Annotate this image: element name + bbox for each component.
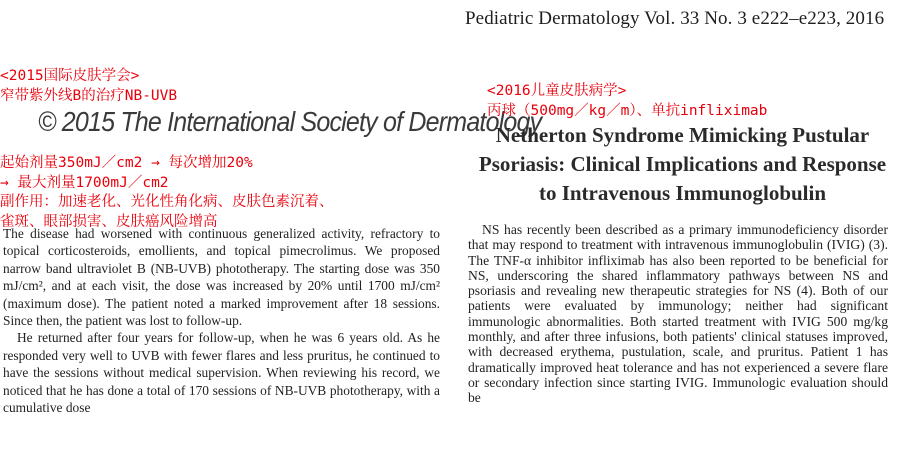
journal-header: Pediatric Dermatology Vol. 33 No. 3 e222–e223, 2016 bbox=[465, 8, 885, 29]
annotation-dose-line-2: → 最大剂量1700mJ／cm2 bbox=[0, 174, 169, 191]
annotation-left-treatment: 窄带紫外线B的治疗NB-UVB bbox=[0, 87, 178, 104]
annotation-right-header bbox=[487, 82, 767, 121]
annotation-left-source: <2015国际皮肤学会> bbox=[0, 68, 140, 84]
annotation-left-header bbox=[0, 67, 177, 106]
annotation-right-treatment: 丙球（500mg／kg／m）、单抗infliximab bbox=[487, 102, 768, 119]
left-body-text bbox=[3, 225, 440, 416]
annotation-dose-block bbox=[0, 154, 334, 232]
right-body-text bbox=[468, 222, 888, 406]
right-paragraph: NS has recently been described as a primary immunodeficiency disorder that may respond to treatment with intravenous immunoglobulin (IVIG) (3). The TNF-α inhibitor infliximab has also been reported to be beneficial for NS, underscoring the shared inflammatory pathways between NS and psoriasis and revealing new therapeutic strategies for NS (4). Both of our patients were evaluated by immunology; neither had significant immunologic abnormalities. Both started treatment with IVIG 500 mg/kg monthly, and after three infusions, both patients' clinical statuses improved, with decreased erythema, pustulation, scale, and pruritus. Patient 1 has dramatically improved heat tolerance and has not experienced a severe flare or secondary infection since starting IVIG. Immunologic evaluation should be bbox=[468, 222, 888, 406]
left-paragraph-2: He returned after four years for follow-up, when he was 6 years old. As he responded very well to UVB with fewer flares and less pruritus, he continued to have the sessions without medical supervision. When reviewing his record, we noticed that he has done a total of 170 sessions of NB-UVB phototherapy, with a cumulative dose bbox=[3, 330, 440, 416]
annotation-dose-line-1: 起始剂量350mJ／cm2 → 每次增加20% bbox=[0, 155, 253, 171]
left-paragraph-1: The disease had worsened with continuous generalized activity, refractory to topical corticosteroids, emollients, and topical pimecrolimus. We proposed narrow band ultraviolet B (NB-UVB) phototherapy. The starting dose was 350 mJ/cm², and at each visit, the dose was increased by 20% until 1700 mJ/cm² (maximum dose). The patient noted a marked improvement after 18 sessions. Since then, the patient was lost to follow-up. bbox=[3, 226, 440, 329]
annotation-right-source: <2016儿童皮肤病学> bbox=[487, 83, 627, 99]
article-title: Netherton Syndrome Mimicking Pustular Psoriasis: Clinical Implications and Response to Intravenous Immunoglobulin bbox=[478, 123, 887, 205]
annotation-side-effects-1: 副作用：加速老化、光化性角化病、皮肤色素沉着、 bbox=[0, 194, 334, 210]
annotation-side-effects-2: 雀斑、眼部损害、皮肤癌风险增高 bbox=[0, 213, 218, 230]
copyright-line: © 2015 The International Society of Dermatology bbox=[38, 107, 542, 138]
